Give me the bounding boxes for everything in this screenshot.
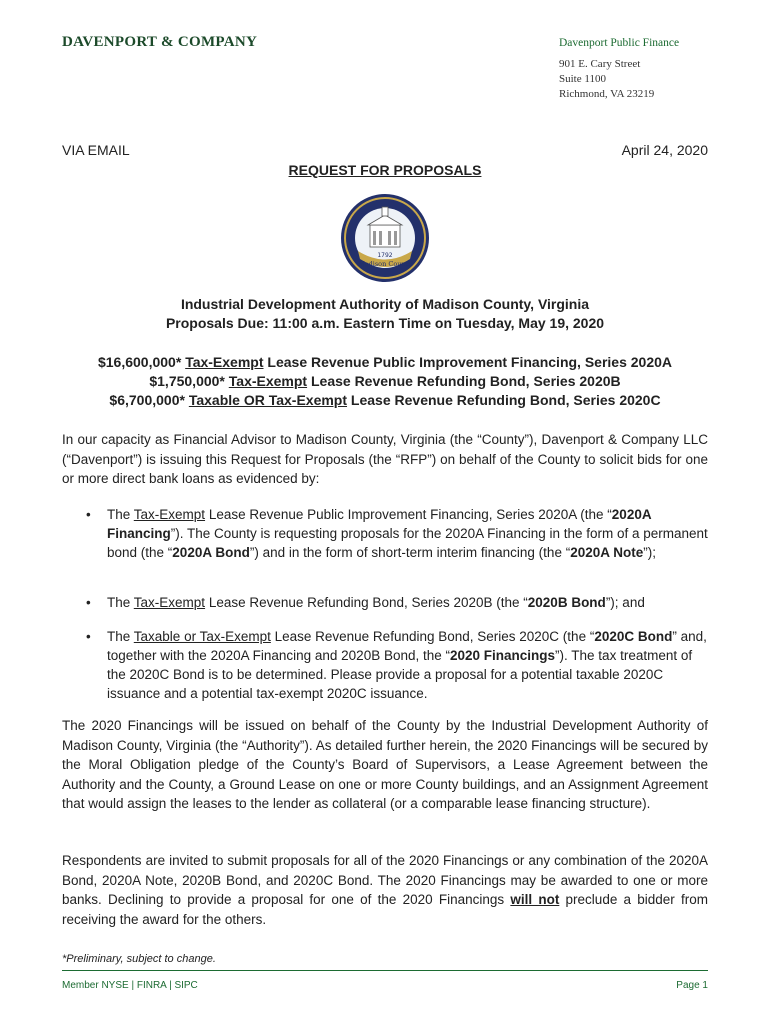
bullet-2020c: • The Taxable or Tax-Exempt Lease Revenue Refunding Bond, Series 2020C (the “2020C Bond” and, together with the 2020A Financing and 2020B Bond, the “2020 Financings”). The tax treatment of the 2020C Bond is to be determined. Please provide a proposal for a potential taxable 2020C issuance and a potential tax-exempt 2020C issuance. xyxy=(86,629,707,701)
company-logo: DAVENPORT & COMPANY xyxy=(62,34,258,50)
address-line-3: Richmond, VA 23219 xyxy=(559,88,655,100)
series-line-2020a: $16,600,000* Tax-Exempt Lease Revenue Public Improvement Financing, Series 2020A xyxy=(97,354,673,370)
firm-address-block xyxy=(559,36,679,102)
bullet-dot-icon: • xyxy=(86,595,91,610)
seal-year: 1792 xyxy=(377,252,393,259)
address-line-2: Suite 1100 xyxy=(559,73,606,85)
footer-divider xyxy=(62,970,708,971)
bullet-dot-icon: • xyxy=(86,507,91,522)
series-line-2020b: $1,750,000* Tax-Exempt Lease Revenue Refunding Bond, Series 2020B xyxy=(149,373,621,389)
letter-date: April 24, 2020 xyxy=(621,142,708,158)
respondents-paragraph: Respondents are invited to submit proposals for all of the 2020 Financings or any combination of the 2020A Bond, 2020A Note, 2020B Bond, and 2020C Bond. The 2020 Financings may be awarded to one or more banks. Declining to provide a proposal for one of the 2020 Financings will not preclude a bidder from receiving the award for the others. xyxy=(62,853,709,927)
issuer-line-2: Proposals Due: 11:00 a.m. Eastern Time on Tuesday, May 19, 2020 xyxy=(165,315,605,331)
address-line-1: 901 E. Cary Street xyxy=(559,58,641,70)
intro-paragraph: In our capacity as Financial Advisor to Madison County, Virginia (the “County”), Davenport & Company LLC (“Davenport”) is issuing this Request for Proposals (the “RFP”) on behalf of the County to solicit bids for one or more direct bank loans as evidenced by: xyxy=(62,432,708,486)
bullet-2020b: • The Tax-Exempt Lease Revenue Refunding Bond, Series 2020B (the “2020B Bond”); and xyxy=(86,595,645,610)
issuer-line-1: Industrial Development Authority of Madison County, Virginia xyxy=(180,296,590,312)
security-paragraph: The 2020 Financings will be issued on behalf of the County by the Industrial Development Authority of Madison County, Virginia (the “Authority”). As detailed further herein, the 2020 Financings will be secured by the Moral Obligation pledge of the County’s Board of Supervisors, a Lease Agreement between the Authority and the County, a Ground Lease on one or more County buildings, and an Assignment Agreement that would assign the leases to the lender as collateral (or a comparable lease financing structure). xyxy=(62,718,708,811)
seal-name: Madison County xyxy=(358,260,412,268)
series-block xyxy=(0,353,770,410)
madison-county-seal-icon xyxy=(340,193,430,283)
preliminary-footnote: *Preliminary, subject to change. xyxy=(62,953,216,965)
via-email: VIA EMAIL xyxy=(62,142,130,158)
series-line-2020c: $6,700,000* Taxable OR Tax-Exempt Lease Revenue Refunding Bond, Series 2020C xyxy=(109,392,661,408)
footer-membership: Member NYSE | FINRA | SIPC xyxy=(62,980,198,991)
page-number: Page 1 xyxy=(676,980,708,991)
rfp-title: REQUEST FOR PROPOSALS xyxy=(288,162,482,178)
issuer-block xyxy=(0,295,770,333)
firm-name: Davenport Public Finance xyxy=(559,37,680,49)
bullet-dot-icon: • xyxy=(86,629,91,644)
bullet-2020a: • The Tax-Exempt Lease Revenue Public Improvement Financing, Series 2020A (the “2020A Financing”). The County is requesting proposals for the 2020A Financing in the form of a permanent bond (the “2020A Bond”) and in the form of short-term interim financing (the “2020A Note”); xyxy=(86,507,708,560)
